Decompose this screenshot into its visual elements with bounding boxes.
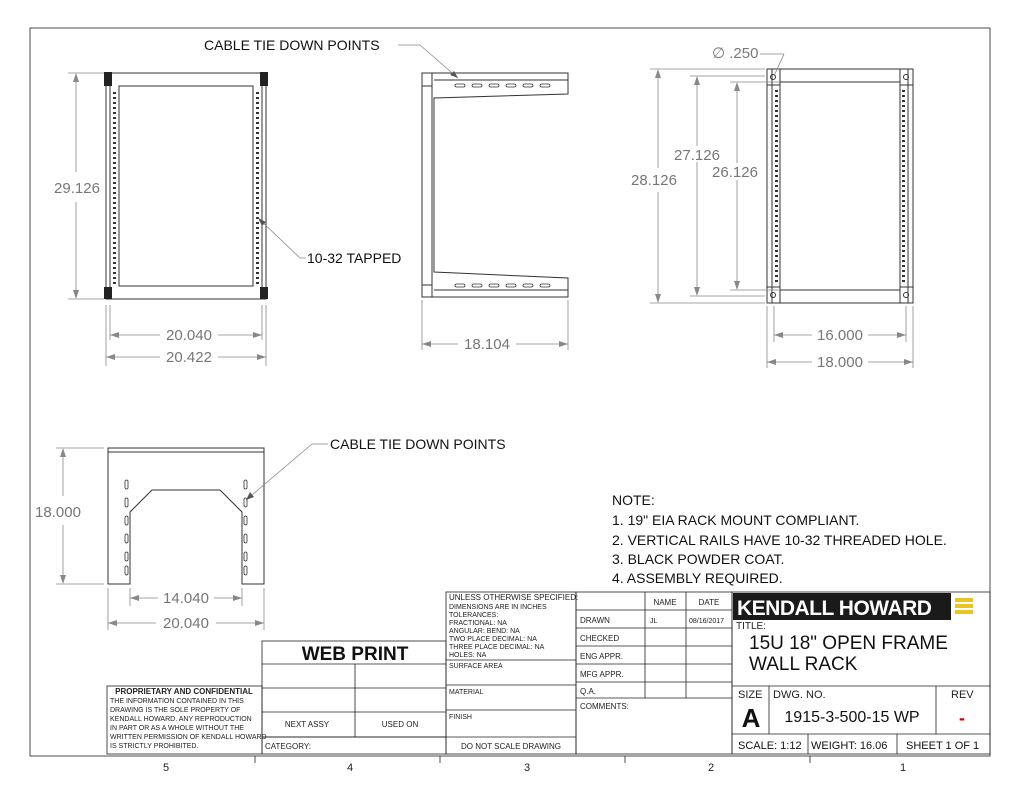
spec-line: ANGULAR: BEND: NA [449, 628, 520, 635]
row-comments: COMMENTS: [580, 702, 629, 711]
rail-hole [256, 137, 259, 139]
rail-hole [256, 202, 259, 204]
cable-slot [244, 516, 247, 525]
zone-number: 2 [707, 762, 715, 774]
rail-hole [256, 257, 259, 259]
rail-hole [256, 97, 259, 99]
sheet-label: SHEET 1 OF 1 [906, 740, 980, 752]
rail-hole [256, 232, 259, 234]
rail-hole [113, 147, 116, 149]
rail-hole [113, 207, 116, 209]
rail-hole [113, 182, 116, 184]
rail-hole [256, 207, 259, 209]
rail-hole [902, 115, 905, 117]
category-label: CATEGORY: [265, 742, 311, 751]
rail-hole [775, 145, 778, 147]
rail-hole [902, 160, 905, 162]
rail-hole [113, 212, 116, 214]
rail-hole [113, 272, 116, 274]
rail-hole [902, 90, 905, 92]
zone-number: 5 [162, 762, 170, 774]
next-assy-label: NEXT ASSY [284, 720, 330, 729]
rail-hole [113, 202, 116, 204]
spec-line: TOLERANCES: [449, 612, 499, 619]
rail-hole [902, 200, 905, 202]
rail-hole [256, 177, 259, 179]
top-inner-width-label: 14.040 [163, 590, 209, 607]
rear-dim-b-label: 27.126 [674, 147, 720, 164]
rail-hole [256, 117, 259, 119]
proprietary-line: WRITTEN PERMISSION OF KENDALL HOWARD [110, 734, 267, 741]
drawn-name: JL [650, 618, 658, 625]
side-cable-callout [204, 37, 458, 78]
rail-hole [113, 117, 116, 119]
proprietary-title: PROPRIETARY AND CONFIDENTIAL [115, 687, 253, 696]
rail-hole [775, 185, 778, 187]
rail-hole [113, 192, 116, 194]
rail-hole [113, 172, 116, 174]
rail-hole [256, 172, 259, 174]
rail-hole [113, 142, 116, 144]
rail-hole [775, 250, 778, 252]
brand-text: KENDALL HOWARD [737, 597, 932, 620]
rail-hole [775, 140, 778, 142]
rail-hole [113, 217, 116, 219]
zone-markers [163, 756, 906, 774]
proprietary-line: IN PART OR AS A WHOLE WITHOUT THE [110, 725, 244, 732]
rail-hole [902, 215, 905, 217]
rail-hole [775, 275, 778, 277]
rail-hole [775, 240, 778, 242]
rail-hole [113, 157, 116, 159]
cable-slot [523, 84, 533, 87]
rail-hole [902, 175, 905, 177]
rail-hole [113, 102, 116, 104]
rail-hole [256, 142, 259, 144]
rail-hole [256, 112, 259, 114]
rail-hole [256, 192, 259, 194]
rail-hole [113, 282, 116, 284]
rail-hole [775, 90, 778, 92]
rail-hole [113, 112, 116, 114]
rail-hole [256, 272, 259, 274]
do-not-scale-label: DO NOT SCALE DRAWING [460, 742, 562, 751]
cable-slot [523, 284, 533, 287]
rail-hole [902, 145, 905, 147]
rail-hole [113, 227, 116, 229]
rail-hole [775, 175, 778, 177]
rail-hole [775, 180, 778, 182]
size-value: A [741, 703, 761, 733]
cable-slot [489, 284, 499, 287]
spec-line: THREE PLACE DECIMAL: NA [449, 644, 545, 651]
cable-slot [540, 84, 550, 87]
dwg-no-value: 1915-3-500-15 WP [784, 709, 920, 726]
rail-hole [775, 230, 778, 232]
cable-slot [455, 284, 465, 287]
rail-hole [902, 165, 905, 167]
cable-slot [125, 534, 128, 543]
rear-inner-width-label: 16.000 [817, 327, 863, 344]
rail-hole [256, 222, 259, 224]
rail-hole [113, 107, 116, 109]
spec-line: DIMENSIONS ARE IN INCHES [449, 604, 547, 611]
rail-hole [902, 110, 905, 112]
rail-hole [256, 237, 259, 239]
rail-hole [113, 247, 116, 249]
rail-hole [902, 230, 905, 232]
rail-hole [256, 252, 259, 254]
cable-slot [125, 498, 128, 507]
rail-hole [256, 107, 259, 109]
rail-hole [775, 160, 778, 162]
rail-hole [775, 165, 778, 167]
rail-hole [775, 155, 778, 157]
rail-hole [902, 225, 905, 227]
zone-number: 1 [899, 762, 907, 774]
rail-hole [902, 130, 905, 132]
rail-hole [902, 245, 905, 247]
rail-hole [256, 102, 259, 104]
proprietary-line: DRAWING IS THE SOLE PROPERTY OF [110, 707, 241, 714]
front-outer-width-label: 20.422 [166, 349, 212, 366]
material-label: MATERIAL [449, 689, 484, 696]
rail-hole [256, 157, 259, 159]
rail-hole [902, 135, 905, 137]
top-height-label: 18.000 [35, 504, 81, 521]
rear-width-dimensions [767, 306, 913, 371]
rear-view [767, 69, 913, 303]
top-width-dimensions [108, 588, 264, 632]
rear-height-dimensions [631, 69, 780, 303]
rail-hole [775, 195, 778, 197]
rail-hole [902, 150, 905, 152]
rail-hole [775, 120, 778, 122]
zone-number: 3 [523, 762, 531, 774]
spec-line: HOLES: NA [449, 652, 487, 659]
rail-hole [902, 95, 905, 97]
date-header: DATE [698, 598, 720, 607]
proprietary-line: IS STRICTLY PROHIBITED. [110, 743, 199, 750]
title-line-2: WALL RACK [749, 654, 858, 675]
rail-hole [775, 150, 778, 152]
rail-hole [902, 235, 905, 237]
rail-hole [902, 120, 905, 122]
rail-hole [775, 125, 778, 127]
rail-hole [113, 257, 116, 259]
rail-hole [775, 260, 778, 262]
rail-hole [902, 260, 905, 262]
finish-label: FINISH [449, 714, 472, 721]
cable-slot [244, 534, 247, 543]
rail-hole [113, 162, 116, 164]
side-view [422, 73, 568, 297]
rail-hole [775, 95, 778, 97]
weight-label: WEIGHT: 16.06 [811, 740, 888, 752]
cable-slot [125, 566, 128, 575]
cable-slot [506, 284, 516, 287]
rail-hole [113, 127, 116, 129]
notes-block [612, 492, 947, 586]
rail-hole [113, 152, 116, 154]
rail-hole [902, 180, 905, 182]
zone-number: 4 [346, 762, 354, 774]
tapped-label: 10-32 TAPPED [307, 250, 402, 266]
row-qa: Q.A. [580, 687, 597, 696]
rail-hole [902, 220, 905, 222]
row-eng-appr: ENG APPR. [580, 652, 624, 661]
dwg-no-label: DWG. NO. [773, 689, 826, 701]
rail-hole [902, 105, 905, 107]
cable-slot [489, 84, 499, 87]
rail-hole [256, 247, 259, 249]
top-view [108, 448, 264, 584]
front-inner-width-label: 20.040 [166, 327, 212, 344]
rail-hole [113, 167, 116, 169]
rail-hole [256, 227, 259, 229]
rail-hole [113, 252, 116, 254]
cable-slot [244, 566, 247, 575]
row-checked: CHECKED [580, 634, 620, 643]
note-item: 1. 19" EIA RACK MOUNT COMPLIANT. [612, 512, 860, 528]
spec-line: UNLESS OTHERWISE SPECIFIED: [449, 593, 579, 602]
top-cable-label: CABLE TIE DOWN POINTS [330, 436, 506, 452]
rail-hole [256, 127, 259, 129]
rail-hole [113, 177, 116, 179]
rail-hole [775, 255, 778, 257]
cable-slot [244, 480, 247, 489]
rail-hole [775, 215, 778, 217]
rail-hole [902, 170, 905, 172]
size-label: SIZE [738, 689, 763, 701]
rail-hole [902, 190, 905, 192]
proprietary-line: KENDALL HOWARD. ANY REPRODUCTION [110, 716, 252, 723]
tapped-callout [258, 218, 401, 266]
rail-hole [902, 125, 905, 127]
rail-hole [775, 265, 778, 267]
cable-slot [472, 284, 482, 287]
surface-area-label: SURFACE AREA [449, 663, 503, 670]
rail-hole [775, 280, 778, 282]
rail-hole [775, 135, 778, 137]
cable-slot [125, 480, 128, 489]
rear-outer-width-label: 18.000 [817, 354, 863, 371]
rail-hole [256, 242, 259, 244]
rev-label: REV [951, 689, 974, 701]
note-item: 4. ASSEMBLY REQUIRED. [612, 570, 783, 586]
cable-slot [540, 284, 550, 287]
rev-value: - [959, 708, 965, 728]
rear-dim-c-label: 26.126 [712, 164, 758, 181]
rail-hole [256, 122, 259, 124]
rail-hole [113, 242, 116, 244]
rail-hole [113, 197, 116, 199]
rail-hole [775, 220, 778, 222]
front-view [104, 72, 268, 299]
rail-hole [775, 130, 778, 132]
rail-hole [775, 115, 778, 117]
rail-hole [256, 147, 259, 149]
row-drawn: DRAWN [580, 616, 610, 625]
title-block [107, 592, 990, 754]
side-cable-label: CABLE TIE DOWN POINTS [204, 37, 380, 53]
rail-hole [902, 270, 905, 272]
rail-hole [113, 237, 116, 239]
front-height-label: 29.126 [54, 180, 100, 197]
rail-hole [113, 222, 116, 224]
rail-hole [902, 280, 905, 282]
rear-hole-callout [712, 45, 784, 76]
side-depth-label: 18.104 [464, 336, 510, 353]
note-item: 2. VERTICAL RAILS HAVE 10-32 THREADED HOLE. [612, 532, 947, 548]
rail-hole [256, 197, 259, 199]
rail-hole [256, 212, 259, 214]
cable-slot [472, 84, 482, 87]
rail-hole [902, 100, 905, 102]
rail-hole [902, 185, 905, 187]
rail-hole [775, 190, 778, 192]
rail-hole [902, 140, 905, 142]
cable-slot [125, 552, 128, 561]
rail-hole [775, 245, 778, 247]
rail-hole [256, 282, 259, 284]
rail-hole [775, 270, 778, 272]
title-label: TITLE: [736, 621, 767, 632]
rail-hole [113, 132, 116, 134]
name-header: NAME [653, 598, 677, 607]
front-height-dimension [54, 73, 104, 299]
rail-hole [775, 235, 778, 237]
rail-hole [775, 205, 778, 207]
cable-slot [506, 84, 516, 87]
rail-hole [902, 265, 905, 267]
rail-hole [902, 155, 905, 157]
rear-dim-a-label: 28.126 [631, 172, 677, 189]
rail-hole [256, 92, 259, 94]
rail-hole [256, 182, 259, 184]
top-height-dimension [35, 448, 104, 584]
notes-title: NOTE: [612, 492, 655, 508]
rail-hole [775, 110, 778, 112]
rail-hole [113, 92, 116, 94]
rear-hole-label: ∅ .250 [712, 45, 759, 62]
rail-hole [256, 277, 259, 279]
title-line-1: 15U 18" OPEN FRAME [749, 633, 948, 654]
cable-slot [244, 552, 247, 561]
rail-hole [775, 100, 778, 102]
rail-hole [256, 167, 259, 169]
rail-hole [113, 277, 116, 279]
used-on-label: USED ON [381, 720, 419, 729]
rail-hole [775, 225, 778, 227]
rail-hole [902, 205, 905, 207]
rail-hole [775, 170, 778, 172]
rail-hole [113, 267, 116, 269]
rail-hole [256, 132, 259, 134]
proprietary-line: THE INFORMATION CONTAINED IN THIS [110, 698, 244, 705]
rail-hole [256, 267, 259, 269]
rail-hole [775, 210, 778, 212]
spec-line: TWO PLACE DECIMAL: NA [449, 636, 537, 643]
rail-hole [902, 255, 905, 257]
rail-hole [775, 105, 778, 107]
scale-label: SCALE: 1:12 [738, 740, 802, 752]
rail-hole [256, 187, 259, 189]
rail-hole [902, 210, 905, 212]
top-outer-width-label: 20.040 [163, 615, 209, 632]
note-item: 3. BLACK POWDER COAT. [612, 551, 785, 567]
rail-hole [113, 97, 116, 99]
drawn-date: 08/16/2017 [689, 618, 725, 625]
side-depth-dimension [422, 300, 568, 353]
spec-line: FRACTIONAL: NA [449, 620, 507, 627]
top-cable-callout [246, 436, 506, 500]
rail-hole [902, 250, 905, 252]
cable-slot [455, 84, 465, 87]
rail-hole [256, 262, 259, 264]
rail-hole [113, 232, 116, 234]
rail-hole [902, 240, 905, 242]
rail-hole [256, 162, 259, 164]
row-mfg-appr: MFG APPR. [580, 670, 624, 679]
rail-hole [113, 262, 116, 264]
rail-hole [113, 122, 116, 124]
web-print-label: WEB PRINT [301, 644, 409, 665]
rail-hole [113, 137, 116, 139]
front-width-dimensions [106, 305, 266, 366]
cable-slot [125, 516, 128, 525]
rail-hole [902, 275, 905, 277]
rail-hole [902, 195, 905, 197]
rail-hole [113, 187, 116, 189]
rail-hole [775, 200, 778, 202]
rail-hole [256, 152, 259, 154]
